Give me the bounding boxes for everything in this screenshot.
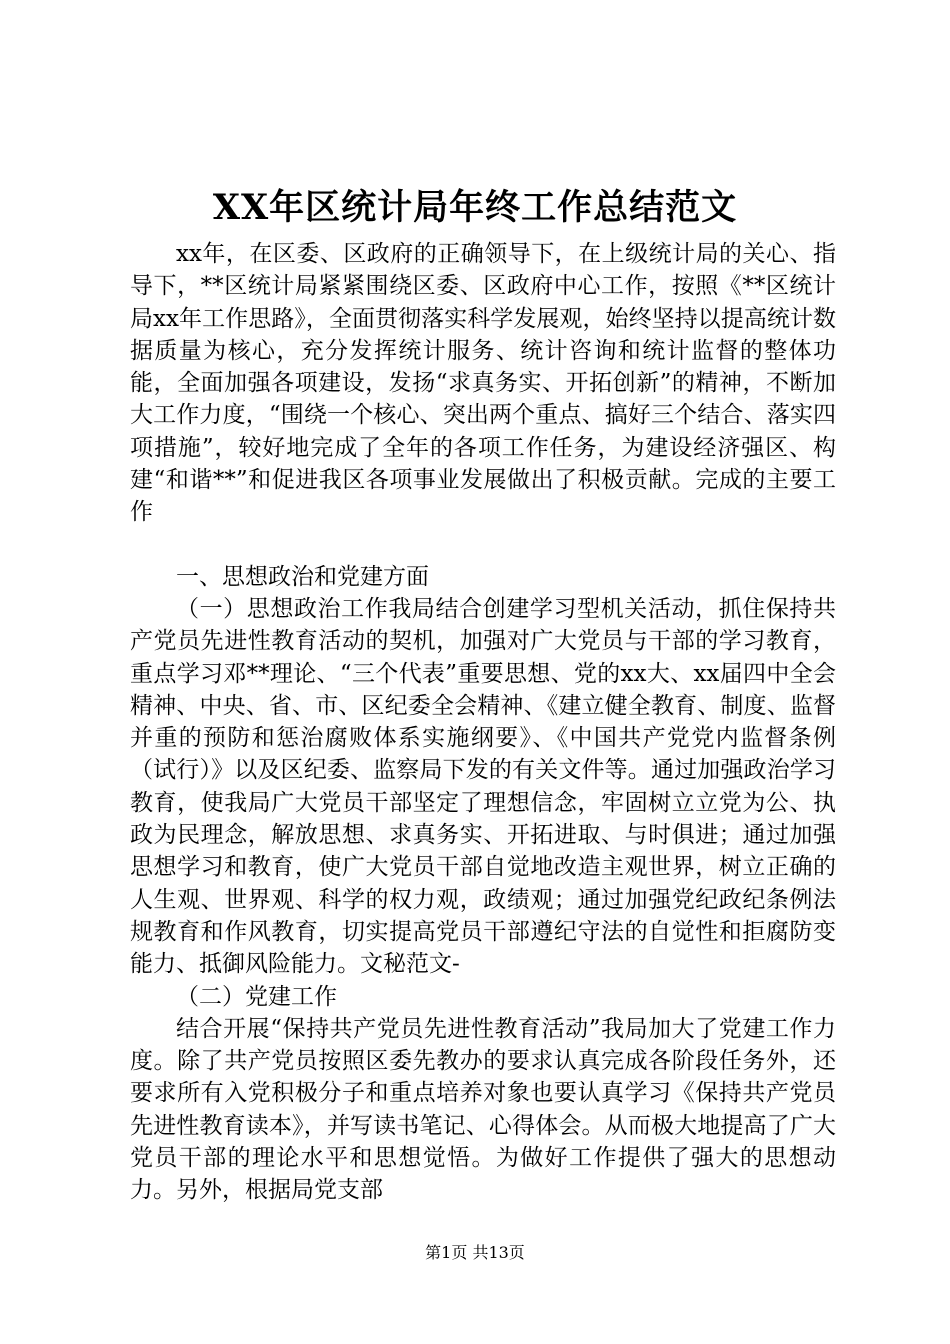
paragraph-party-building: 结合开展“保持共产党员先进性教育活动”我局加大了党建工作力度。除了共产党员按照区委先教办的要求认真完成各阶段任务外，还要求所有入党积极分子和重点培养对象也要认真学习《保持共产党员先进性教育读本》，并写读书笔记、心得体会。从而极大地提高了广大党员干部的理论水平和思想觉悟。为做好工作提供了强大的思想动力。另外，根据局党支部 xyxy=(130,1015,836,1204)
paragraph-intro: xx年，在区委、区政府的正确领导下，在上级统计局的关心、指导下，**区统计局紧紧围绕区委、区政府中心工作，按照《**区统计局xx年工作思路》，全面贯彻落实科学发展观，始终坚持以提高统计数据质量为核心，充分发挥统计服务、统计咨询和统计监督的整体功能，全面加强各项建设，发扬“求真务实、开拓创新”的精神，不断加大工作力度，“围绕一个核心、突出两个重点、搞好三个结合、落实四项措施”，较好地完成了全年的各项工作任务，为建设经济强区、构建“和谐**”和促进我区各项事业发展做出了积极贡献。完成的主要工作 xyxy=(130,241,836,526)
page-number: 第1页 共13页 xyxy=(425,1243,525,1262)
paragraph-ideological-work: （一）思想政治工作我局结合创建学习型机关活动，抓住保持共产党员先进性教育活动的契机，加强对广大党员与干部的学习教育，重点学习邓**理论、“三个代表”重要思想、党的xx大、xx届四中全会精神、中央、省、市、区纪委全会精神、《建立健全教育、制度、监督并重的预防和惩治腐败体系实施纲要》、《中国共产党党内监督条例（试行）》以及区纪委、监察局下发的有关文件等。通过加强政治学习教育，使我局广大党员干部坚定了理想信念，牢固树立立党为公、执政为民理念，解放思想、求真务实、开拓进取、与时俱进；通过加强思想学习和教育，使广大党员干部自觉地改造主观世界，树立正确的人生观、世界观、科学的权力观，政绩观；通过加强党纪政纪条例法规教育和作风教育，切实提高党员干部遵纪守法的自觉性和拒腐防变能力、抵御风险能力。文秘范文- xyxy=(130,595,836,978)
subheading-party-building: （二）党建工作 xyxy=(176,983,337,1010)
document-body xyxy=(130,238,836,1207)
section-heading-politics: 一、思想政治和党建方面 xyxy=(176,563,429,590)
document-title: XX年区统计局年终工作总结范文 xyxy=(212,187,738,228)
